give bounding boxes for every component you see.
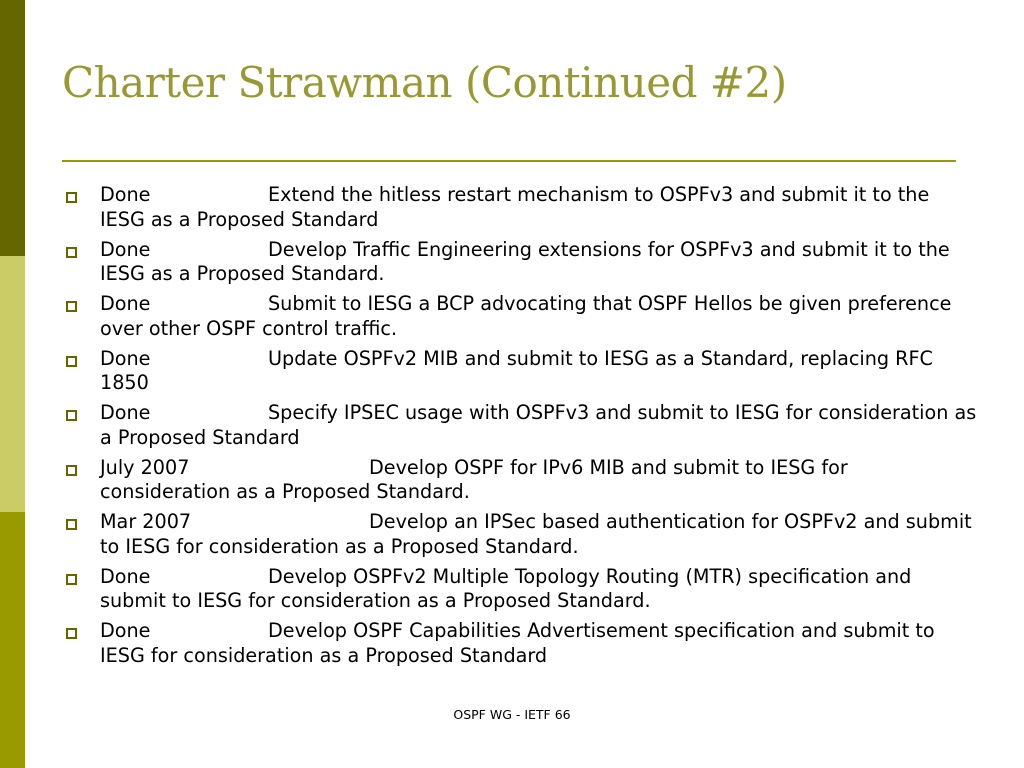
- square-bullet-icon: [66, 247, 77, 258]
- milestone-text: Submit to IESG a BCP advocating that OSPF Hellos be given preference over other OSPF control traffic.: [100, 292, 952, 340]
- list-item: [100, 565, 980, 614]
- square-bullet-icon: [66, 301, 77, 312]
- square-bullet-icon: [66, 519, 77, 530]
- square-bullet-icon: [66, 465, 77, 476]
- milestone-text: Update OSPFv2 MIB and submit to IESG as a Standard, replacing RFC 1850: [100, 346, 933, 394]
- slide-title: Charter Strawman (Continued #2): [62, 58, 787, 107]
- milestone-text: Specify IPSEC usage with OSPFv3 and submit to IESG for consideration as a Proposed Standard: [100, 401, 977, 449]
- square-bullet-icon: [66, 574, 77, 585]
- list-item: [100, 238, 980, 287]
- milestone-status: July 2007: [100, 455, 190, 479]
- list-item: [100, 183, 980, 232]
- milestone-status: Done: [100, 237, 151, 261]
- list-item: [100, 347, 980, 396]
- list-item: [100, 510, 980, 559]
- sidebar-decoration: [0, 0, 25, 768]
- milestone-status: Done: [100, 292, 151, 315]
- milestone-text: Develop an IPSec based authentication for OSPFv2 and submit to IESG for consideration as a Proposed Standard.: [100, 510, 972, 558]
- milestone-status: Done: [100, 401, 151, 424]
- milestone-text: Develop OSPF Capabilities Advertisement specification and submit to IESG for consideration as a Proposed Standard: [100, 619, 935, 667]
- list-item: [100, 292, 980, 341]
- list-item: [100, 619, 980, 668]
- list-item: [100, 456, 980, 505]
- milestone-status: Done: [100, 346, 151, 370]
- milestone-text: Develop OSPF for IPv6 MIB and submit to IESG for consideration as a Proposed Standard.: [100, 455, 848, 503]
- square-bullet-icon: [66, 356, 77, 367]
- square-bullet-icon: [66, 410, 77, 421]
- square-bullet-icon: [66, 628, 77, 639]
- milestone-status: Done: [100, 619, 151, 642]
- square-bullet-icon: [66, 192, 77, 203]
- milestone-status: Done: [100, 564, 151, 588]
- sidebar-band-top: [0, 0, 25, 256]
- sidebar-band-middle: [0, 256, 25, 512]
- milestone-status: Done: [100, 183, 151, 206]
- milestone-text: Develop Traffic Engineering extensions for OSPFv3 and submit it to the IESG as a Proposed Standard.: [100, 237, 950, 285]
- sidebar-band-bottom: [0, 512, 25, 768]
- list-item: [100, 401, 980, 450]
- slide-footer: OSPF WG - IETF 66: [453, 707, 571, 722]
- milestone-status: Mar 2007: [100, 510, 192, 533]
- title-divider: [62, 160, 956, 162]
- milestone-list: [100, 183, 980, 674]
- milestone-text: Develop OSPFv2 Multiple Topology Routing (MTR) specification and submit to IESG for consideration as a Proposed Standard.: [100, 564, 912, 612]
- milestone-text: Extend the hitless restart mechanism to OSPFv3 and submit it to the IESG as a Proposed Standard: [100, 183, 930, 231]
